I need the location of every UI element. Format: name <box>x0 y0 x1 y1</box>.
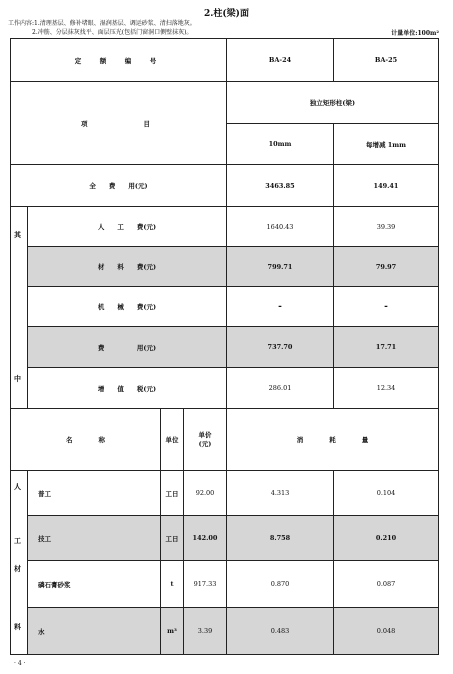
item-price-jigong: 142.00 <box>183 515 227 561</box>
col-header-consumption: 消 耗 量 <box>226 408 439 471</box>
side-label-zhong: 中 <box>14 374 21 383</box>
subcol-10mm: 10mm <box>226 123 334 165</box>
group-label: 独立矩形柱(梁) <box>226 81 439 124</box>
page-title: 2.柱(梁)面 <box>204 9 249 19</box>
item-value-water-1: 0.483 <box>226 607 334 655</box>
work-content-line2: 2.冲筋、分层抹灰找平、面层压光(包括门窗洞口侧壁抹灰)。 <box>32 29 193 36</box>
cost-label-labor: 人 工 费(元) <box>27 206 227 247</box>
item-label: 项 目 <box>10 81 227 165</box>
item-name-pugong: 普工 <box>27 470 161 516</box>
item-price-water: 3.39 <box>183 607 227 655</box>
work-content-line1: 1.清理基层、修补堵眼、湿润基层、调运砂浆、清扫落地灰。 <box>34 20 196 27</box>
total-value-2: 149.41 <box>333 164 439 207</box>
item-price-mortar: 917.33 <box>183 560 227 608</box>
work-content <box>8 19 196 37</box>
cost-vat-value-2: 12.34 <box>333 367 439 409</box>
cost-fees-value-2: 17.71 <box>333 326 439 368</box>
item-unit-jigong: 工日 <box>160 515 184 561</box>
group-label-liao: 料 <box>14 622 21 631</box>
cost-machine-value-2: - <box>333 286 439 327</box>
cost-label-vat: 增 值 税(元) <box>27 367 227 409</box>
total-value-1: 3463.85 <box>226 164 334 207</box>
code-label: 定 额 编 号 <box>10 38 227 82</box>
item-unit-mortar: t <box>160 560 184 608</box>
item-value-mortar-1: 0.870 <box>226 560 334 608</box>
work-content-label: 工作内容: <box>8 20 35 27</box>
col-header-price: 单价(元) <box>183 408 227 471</box>
group-label-ren: 人 <box>14 482 21 491</box>
item-value-pugong-1: 4.313 <box>226 470 334 516</box>
cost-machine-value-1: - <box>226 286 334 327</box>
item-name-jigong: 技工 <box>27 515 161 561</box>
item-value-water-2: 0.048 <box>333 607 439 655</box>
quota-table <box>10 38 439 655</box>
cost-label-material: 材 料 费(元) <box>27 246 227 287</box>
item-price-pugong: 92.00 <box>183 470 227 516</box>
group-label-cai: 材 <box>14 564 21 573</box>
cost-vat-value-1: 286.01 <box>226 367 334 409</box>
cost-label-machine: 机 械 费(元) <box>27 286 227 327</box>
col-header-unit: 单位 <box>160 408 184 471</box>
subcol-per-1mm: 每增减 1mm <box>333 123 439 165</box>
item-value-pugong-2: 0.104 <box>333 470 439 516</box>
col-header-name: 名 称 <box>10 408 161 471</box>
item-unit-pugong: 工日 <box>160 470 184 516</box>
item-name-mortar: 磷石膏砂浆 <box>27 560 161 608</box>
code-ba-25: BA-25 <box>333 38 439 82</box>
item-unit-water: m³ <box>160 607 184 655</box>
item-value-mortar-2: 0.087 <box>333 560 439 608</box>
cost-labor-value-1: 1640.43 <box>226 206 334 247</box>
cost-material-value-2: 79.97 <box>333 246 439 287</box>
side-label-qi: 其 <box>14 230 21 239</box>
page-number: · 4 · <box>14 660 26 667</box>
item-name-water: 水 <box>27 607 161 655</box>
cost-fees-value-1: 737.70 <box>226 326 334 368</box>
measurement-unit: 计量单位:100m² <box>391 30 439 37</box>
cost-material-value-1: 799.71 <box>226 246 334 287</box>
total-label: 全 费 用(元) <box>10 164 227 207</box>
cost-label-fees: 费 用(元) <box>27 326 227 368</box>
group-label-gong: 工 <box>14 536 21 545</box>
item-value-jigong-1: 8.758 <box>226 515 334 561</box>
item-value-jigong-2: 0.210 <box>333 515 439 561</box>
code-ba-24: BA-24 <box>226 38 334 82</box>
cost-labor-value-2: 39.39 <box>333 206 439 247</box>
